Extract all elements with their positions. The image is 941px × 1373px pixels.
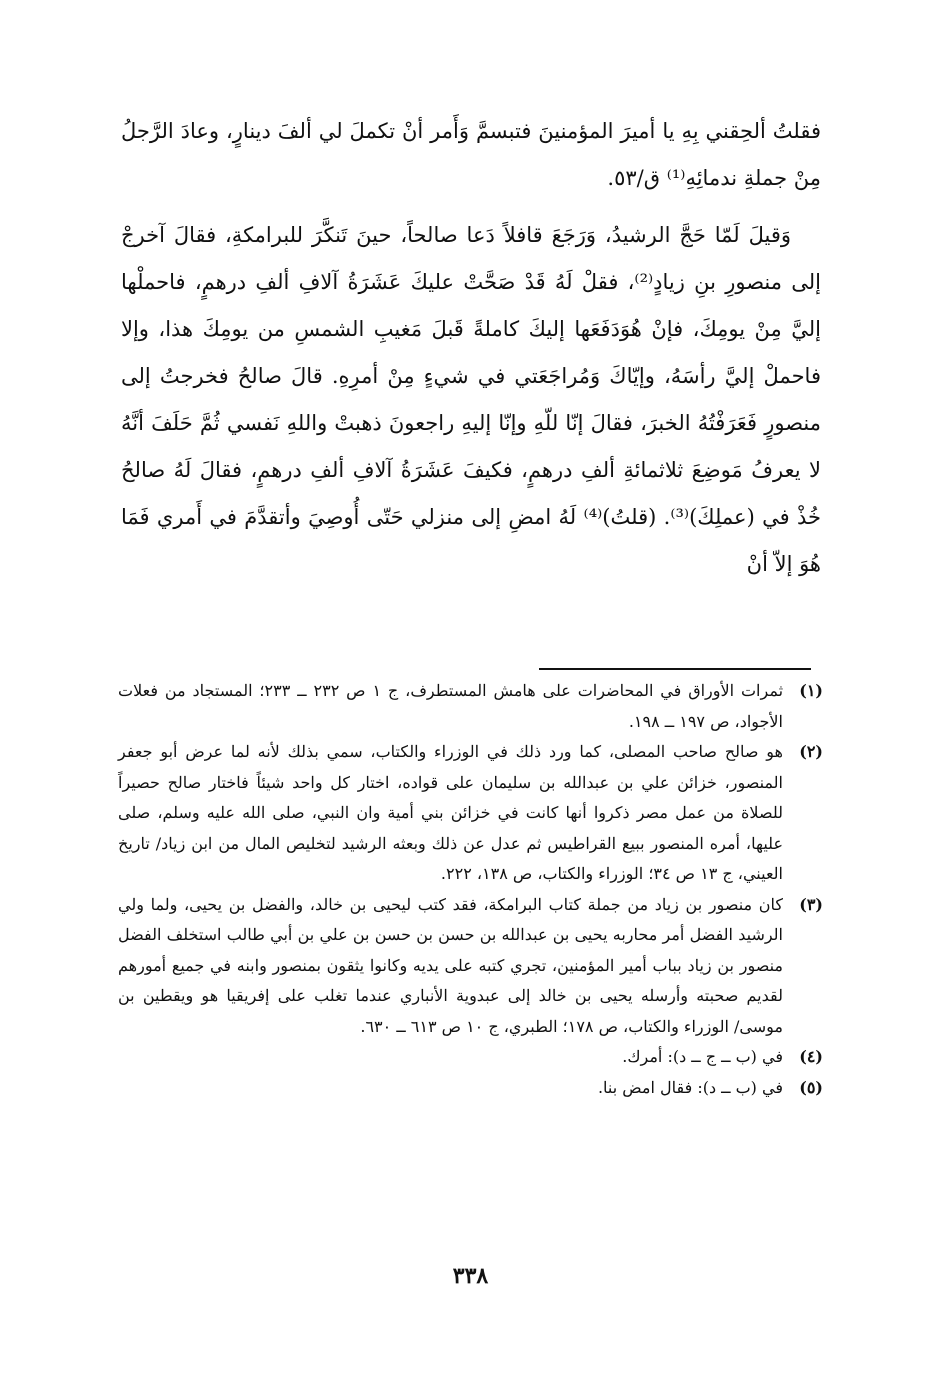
main-text-body [121, 108, 821, 598]
footnote-5 [118, 1073, 823, 1104]
footnote-text: في (ب ــ د): فقال امض بنا. [597, 1077, 783, 1097]
footnotes-section [118, 676, 823, 1103]
paragraph-2: وَقيلَ لَمّا حَجَّ الرشيدُ، وَرَجَعَ قافلاً دَعا صالحاً، حينَ تَنكَّرَ للبرامكةِ، فقالَ آخرجْ إلى منصورِ بنِ زيادٍ⁽²⁾، فقلْ لَهُ قَدْ صَحَّتْ عليكَ عَشَرَةُ آلافِ ألفِ درهمٍ، فاحملْها إليَّ مِنْ يومِكَ، فإنْ هُوَدَفَعَها إليكَ كاملةً قَبلَ مَغيبِ الشمسِ من يومِكَ هذا، وإلا فاحملْ إليَّ رأسَهُ، وإيّاكَ وَمُراجَعَتي في شيءٍ مِنْ أمرِهِ. قالَ صالحُ فخرجتُ إلى منصورٍ فَعَرَفْتُهُ الخبرَ، فقالَ إنّا للّهِ وإنّا إليهِ راجعونَ ذهبتْ واللهِ نَفسي ثُمَّ حَلَفَ أنَّهُ لا يعرفُ مَوضِعَ ثلاثمائةِ ألفِ درهمٍ، فكيفَ عَشَرَةُ آلافِ ألفِ درهمٍ، فقالَ لَهُ صالحُ خُذْ في (عملِكَ)⁽³⁾. (قلتُ)⁽⁴⁾ لَهُ امضِ إلى منزلي حَتّى أُوصِيَ وأتقدَّمَ في أَمري فَمَا هُوَ إلاّ أنْ [121, 223, 822, 576]
footnote-2 [118, 737, 823, 890]
footnote-1 [118, 676, 823, 737]
footnote-number: (٥) [799, 1077, 823, 1097]
footnote-number: (١) [799, 681, 823, 700]
footnote-number: (٣) [799, 894, 823, 914]
paragraph-1: فقلتُ ألحِقني بِهِ يا أميرَ المؤمنينَ فتبسمَّ وَأَمر أنْ تكملَ لي ألفَ دينارٍ، وعادَ الرَّجلُ مِنْ جملةِ ندمائِهِ⁽¹⁾ ق/٥٣. [121, 119, 821, 190]
footnote-3 [118, 890, 823, 1043]
footnote-number: (٢) [799, 742, 823, 761]
footnote-number: (٤) [799, 1047, 823, 1066]
footnote-text: كان منصور بن زياد من جملة كتاب البرامكة، فقد كتب ليحيى بن خالد، والفضل بن يحيى، ولما ولي الرشيد الفضل أمر محاربه يحيى بن عبدالله بن حسن بن حسن بن علي بن أبي طالب استخلف الفضل منصور بن زياد بباب أمير المؤمنين، تجري كتبه على يديه وكانوا يثقون بمنصور وابنه في جميع أمورهم لقديم صحبته وأرسله يحيى بن خالد إلى عبدوية الأنباري عندما تغلب على إفريقيا هو ويقطين بن موسى/ الوزراء والكتاب، ص ١٧٨؛ الطبري، ج ١٠ ص ٦١٣ ــ ٦٣٠. [118, 894, 784, 1036]
footnote-divider [539, 668, 811, 670]
page-number: ٣٣٨ [452, 1263, 489, 1289]
footnote-text: في (ب ــ ج ــ د): أمرك. [622, 1047, 783, 1066]
footnote-4 [118, 1042, 823, 1073]
footnote-text: ثمرات الأوراق في المحاضرات على هامش المستطرف، ج ١ ص ٢٣٢ ــ ٢٣٣؛ المستجاد من فعلات الأجواد، ص ١٩٧ ــ ١٩٨. [118, 681, 784, 731]
footnote-text: هو صالح صاحب المصلى، كما ورد ذلك في الوزراء والكتاب، سمي بذلك لأنه لما عرض أبو جعفر المنصور، خزائن علي بن عبدالله بن سليمان على قواده، اختار كل واحد شيئاً فاختار صالح حصيراً للصلاة من عمل مصر ذكروا أنها كانت في خزائن بني أمية وان النبي، صلى الله عليه وسلم، صلى عليها، أمره المنصور ببيع القراطيس ثم عدل عن ذلك وبعثه الرشيد لتخليص المال من ابن زياد/ تاريخ العيني، ج ١٣ ص ٣٤؛ الوزراء والكتاب، ص ١٣٨، ٢٢٢. [118, 742, 784, 883]
